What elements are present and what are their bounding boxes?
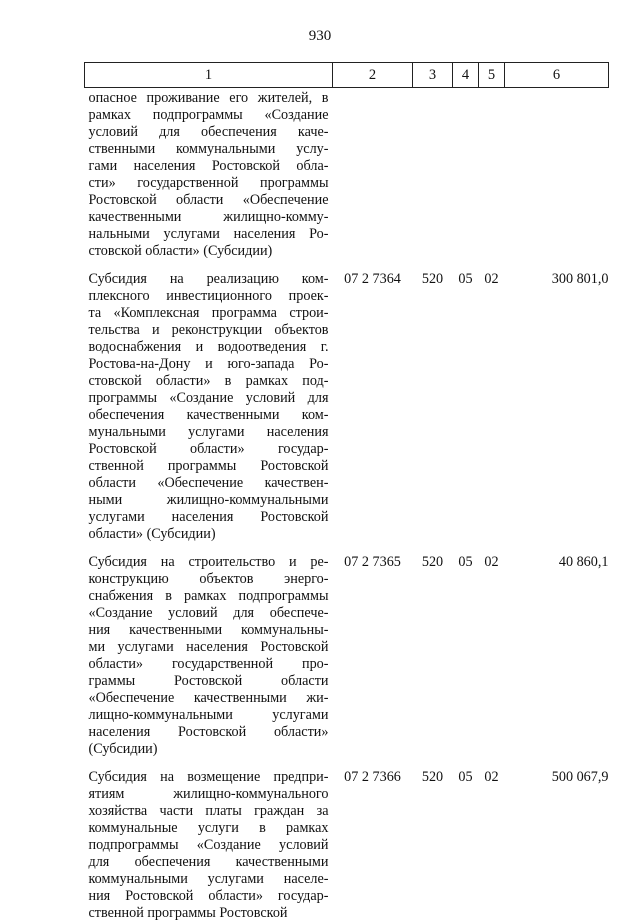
row-description bbox=[85, 769, 333, 922]
row-amount: 500 067,9 bbox=[505, 769, 609, 922]
row-section: 05 bbox=[453, 271, 479, 554]
table-header bbox=[85, 63, 609, 88]
description-line: Ростовской области «Обеспечение bbox=[89, 192, 329, 209]
description-line: конструкцию объектов энерго- bbox=[89, 571, 329, 588]
description-line: Субсидия на реализацию ком- bbox=[89, 271, 329, 288]
description-line: (Субсидии) bbox=[89, 741, 329, 758]
description-line: для обеспечения качественными bbox=[89, 854, 329, 871]
row-amount: 40 860,1 bbox=[505, 554, 609, 769]
table-row bbox=[85, 554, 609, 769]
header-col-2: 2 bbox=[333, 63, 413, 88]
row-expense-type: 520 bbox=[413, 769, 453, 922]
description-line: коммунальные услуги в рамках bbox=[89, 820, 329, 837]
description-line: населения Ростовской области» bbox=[89, 724, 329, 741]
description-line: хозяйства части платы граждан за bbox=[89, 803, 329, 820]
description-line: ными жилищно-коммунальными bbox=[89, 492, 329, 509]
header-col-1: 1 bbox=[85, 63, 333, 88]
description-line: ния Ростовской области» государ- bbox=[89, 888, 329, 905]
description-line: мунальными услугами населения bbox=[89, 424, 329, 441]
description-line: Субсидия на возмещение предпри- bbox=[89, 769, 329, 786]
description-line: ственными коммунальными услу- bbox=[89, 141, 329, 158]
description-line: рамках подпрограммы «Создание bbox=[89, 107, 329, 124]
row-subsection bbox=[479, 88, 505, 272]
description-line: Субсидия на строительство и ре- bbox=[89, 554, 329, 571]
row-target-code bbox=[333, 88, 413, 272]
row-description bbox=[85, 554, 333, 769]
row-target-code: 07 2 7366 bbox=[333, 769, 413, 922]
description-line: ми услугами населения Ростовской bbox=[89, 639, 329, 656]
description-line: лищно-коммунальными услугами bbox=[89, 707, 329, 724]
row-amount bbox=[505, 88, 609, 272]
row-expense-type bbox=[413, 88, 453, 272]
row-description bbox=[85, 88, 333, 272]
row-section: 05 bbox=[453, 554, 479, 769]
budget-table bbox=[84, 62, 609, 922]
description-line: области» (Субсидии) bbox=[89, 526, 329, 543]
row-amount: 300 801,0 bbox=[505, 271, 609, 554]
description-line: ния качественными коммунальны- bbox=[89, 622, 329, 639]
description-line: водоснабжения и водоотведения г. bbox=[89, 339, 329, 356]
description-line: области» государственной про- bbox=[89, 656, 329, 673]
row-subsection: 02 bbox=[479, 271, 505, 554]
row-section: 05 bbox=[453, 769, 479, 922]
row-subsection: 02 bbox=[479, 769, 505, 922]
table-body bbox=[85, 88, 609, 922]
table-row bbox=[85, 88, 609, 272]
row-subsection: 02 bbox=[479, 554, 505, 769]
description-line: Ростовской области» государ- bbox=[89, 441, 329, 458]
description-line: ственной программы Ростовской bbox=[89, 905, 329, 922]
description-line: «Создание условий для обеспече- bbox=[89, 605, 329, 622]
description-line: стовской области» (Субсидии) bbox=[89, 243, 329, 260]
header-col-6: 6 bbox=[505, 63, 609, 88]
description-line: условий для обеспечения каче- bbox=[89, 124, 329, 141]
description-line: Ростова-на-Дону и юго-запада Ро- bbox=[89, 356, 329, 373]
description-line: обеспечения качественными ком- bbox=[89, 407, 329, 424]
description-line: тельства и реконструкции объектов bbox=[89, 322, 329, 339]
description-line: та «Комплексная программа строи- bbox=[89, 305, 329, 322]
row-expense-type: 520 bbox=[413, 554, 453, 769]
description-line: стовской области» в рамках под- bbox=[89, 373, 329, 390]
description-line: плексного инвестиционного проек- bbox=[89, 288, 329, 305]
row-expense-type: 520 bbox=[413, 271, 453, 554]
description-line: области «Обеспечение качествен- bbox=[89, 475, 329, 492]
description-line: программы «Создание условий для bbox=[89, 390, 329, 407]
description-line: снабжения в рамках подпрограммы bbox=[89, 588, 329, 605]
table-row bbox=[85, 769, 609, 922]
description-line: подпрограммы «Создание условий bbox=[89, 837, 329, 854]
description-line: опасное проживание его жителей, в bbox=[89, 90, 329, 107]
header-col-5: 5 bbox=[479, 63, 505, 88]
description-line: нальными услугами населения Ро- bbox=[89, 226, 329, 243]
description-line: ственной программы Ростовской bbox=[89, 458, 329, 475]
row-target-code: 07 2 7365 bbox=[333, 554, 413, 769]
description-line: услугами населения Ростовской bbox=[89, 509, 329, 526]
description-line: «Обеспечение качественными жи- bbox=[89, 690, 329, 707]
description-line: качественными жилищно-комму- bbox=[89, 209, 329, 226]
header-col-3: 3 bbox=[413, 63, 453, 88]
row-target-code: 07 2 7364 bbox=[333, 271, 413, 554]
description-line: граммы Ростовской области bbox=[89, 673, 329, 690]
header-col-4: 4 bbox=[453, 63, 479, 88]
table-row bbox=[85, 271, 609, 554]
header-row bbox=[85, 63, 609, 88]
description-line: ятиям жилищно-коммунального bbox=[89, 786, 329, 803]
row-section bbox=[453, 88, 479, 272]
description-line: гами населения Ростовской обла- bbox=[89, 158, 329, 175]
description-line: сти» государственной программы bbox=[89, 175, 329, 192]
row-description bbox=[85, 271, 333, 554]
page-number: 930 bbox=[0, 28, 640, 45]
description-line: коммунальными услугами населе- bbox=[89, 871, 329, 888]
